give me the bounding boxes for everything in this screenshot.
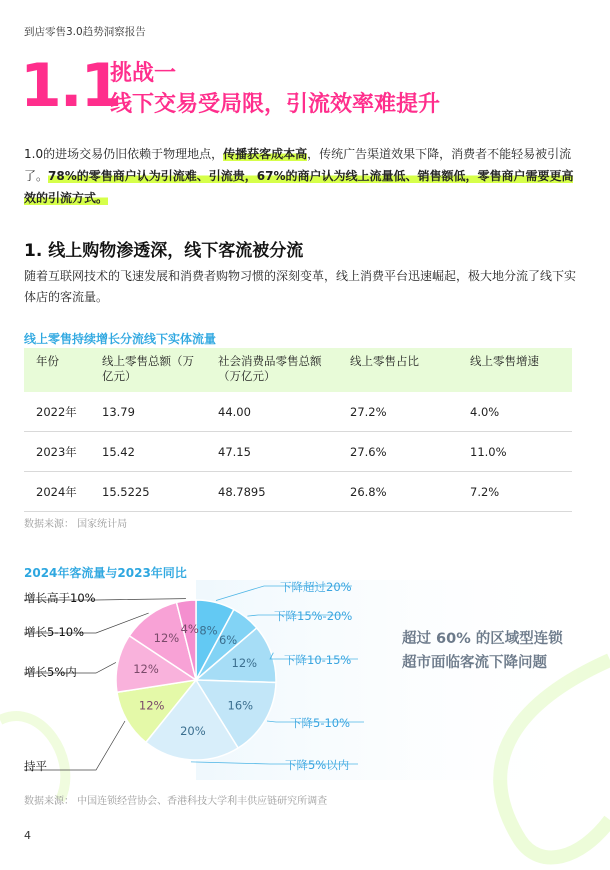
table-cell: 27.6% (342, 432, 462, 472)
label-increase-5-10: 增长5-10% (24, 625, 85, 639)
pie-slice-label: 4% (180, 622, 199, 637)
intro-paragraph (24, 143, 582, 209)
table-row (24, 392, 572, 432)
table-cell: 11.0% (462, 432, 572, 472)
table-source: 数据来源： 国家统计局 (24, 519, 128, 530)
chart-callout: 超过 60% 的区域型连锁超市面临客流下降问题 (402, 631, 563, 671)
label-increase-within-5: 增长5%内 (24, 665, 77, 679)
table-row (24, 432, 572, 472)
label-decrease-10-15: 下降10-15% (284, 653, 352, 667)
subsection-heading: 1. 线上购物渗透深，线下客流被分流 (24, 241, 304, 261)
pie-slice-label: 12% (138, 698, 165, 713)
table-cell: 15.5225 (94, 472, 210, 512)
label-increase-above-10: 增长高于10% (24, 591, 96, 605)
section-heading-line1: 挑战一 (110, 61, 177, 86)
pie-slice-label: 16% (227, 698, 254, 713)
table-row (24, 472, 572, 512)
table-cell: 13.79 (94, 392, 210, 432)
pie-slice-label: 6% (218, 633, 238, 648)
pie-slice-label: 12% (231, 655, 258, 670)
chart-title: 2024年客流量与2023年同比 (24, 566, 187, 580)
intro-highlight-1: 传播获客成本高 (223, 147, 308, 161)
pie-slice-label: 12% (153, 631, 180, 646)
table-header-row (24, 348, 572, 392)
label-decrease-within-5: 下降5%以内 (285, 758, 350, 772)
header-year: 年份 (24, 348, 94, 392)
label-flat: 持平 (24, 759, 47, 773)
section-number: 1.1 (20, 51, 121, 121)
pie-slice-label: 8% (199, 623, 218, 638)
header-online-growth: 线上零售增速 (462, 348, 572, 392)
table-cell: 48.7895 (210, 472, 342, 512)
table-cell: 2024年 (24, 472, 94, 512)
intro-text-2: ，传统广告渠道效果下降，消费者不能轻易被引流了。 (24, 147, 572, 183)
subsection-body: 随着互联网技术的飞速发展和消费者购物习惯的深刻变革，线上消费平台迅速崛起，极大地分流了线下实体店的客流量。 (24, 269, 577, 304)
header-online-total: 线上零售总额（万亿元） (94, 348, 210, 392)
label-decrease-5-10: 下降5-10% (290, 716, 351, 730)
page-number: 4 (24, 829, 31, 842)
table-caption: 线上零售持续增长分流线下实体流量 (24, 332, 217, 346)
table-cell: 4.0% (462, 392, 572, 432)
intro-highlight-2: 78%的零售商户认为引流难、引流贵，67%的商户认为线上流量低、销售额低，零售商户需要更高效的引流方式。 (24, 169, 574, 205)
table-cell: 44.00 (210, 392, 342, 432)
header-online-share: 线上零售占比 (342, 348, 462, 392)
label-decrease-15-20: 下降15%-20% (274, 609, 353, 623)
pie-slice-label: 12% (133, 662, 159, 677)
table-cell: 26.8% (342, 472, 462, 512)
table-cell: 2022年 (24, 392, 94, 432)
label-decrease-over-20: 下降超过20% (280, 580, 352, 594)
document-title: 到店零售3.0趋势洞察报告 (24, 26, 146, 38)
header-social-total: 社会消费品零售总额（万亿元） (210, 348, 342, 392)
chart-source: 数据来源： 中国连锁经营协会、香港科技大学利丰供应链研究所调查 (24, 796, 328, 807)
table-cell: 2023年 (24, 432, 94, 472)
table-cell: 15.42 (94, 432, 210, 472)
table-cell: 7.2% (462, 472, 572, 512)
table-cell: 27.2% (342, 392, 462, 432)
section-heading (110, 58, 440, 120)
pie-slice-label: 20% (180, 724, 206, 739)
table-cell: 47.15 (210, 432, 342, 472)
section-heading-line2: 线下交易受局限，引流效率难提升 (110, 92, 441, 118)
retail-table (24, 348, 572, 512)
intro-text-1: 1.0的进场交易仍旧依赖于物理地点， (24, 147, 224, 161)
